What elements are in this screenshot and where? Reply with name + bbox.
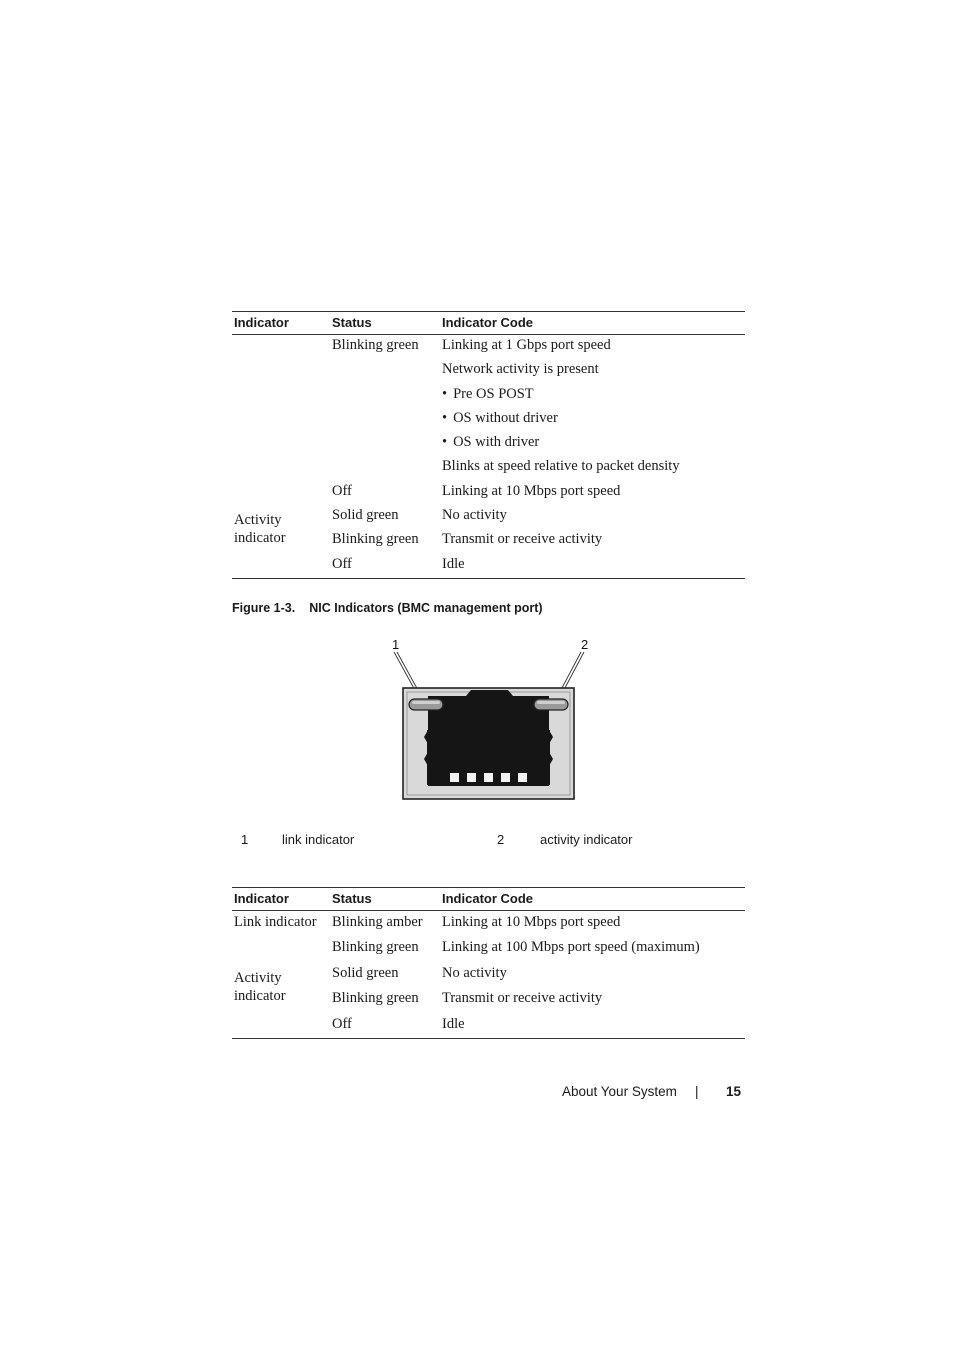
table-row	[232, 456, 745, 480]
cell-code: Linking at 10 Mbps port speed	[442, 482, 621, 499]
callout-2-number: 2	[581, 637, 589, 652]
table-row	[232, 1013, 745, 1039]
cell-status: Blinking green	[332, 939, 419, 956]
activity-indicator-led	[534, 699, 568, 710]
table-row	[232, 505, 745, 529]
nic-port-figure	[380, 630, 590, 810]
cell-status	[330, 456, 440, 480]
figure-title: NIC Indicators (BMC management port)	[309, 601, 543, 615]
table-header-row	[232, 888, 745, 911]
table-row	[232, 554, 745, 579]
cell-status: Solid green	[332, 964, 399, 981]
pin	[484, 773, 493, 782]
cell-indicator	[232, 384, 330, 408]
cell-code: Linking at 10 Mbps port speed	[442, 914, 621, 930]
cell-code-bullet: • OS with driver	[440, 432, 745, 456]
pin	[467, 773, 476, 782]
column-header-status: Status	[330, 888, 440, 911]
cell-status	[330, 359, 440, 383]
cell-code: Blinks at speed relative to packet density	[442, 458, 680, 475]
column-header-indicator: Indicator	[232, 312, 330, 335]
cell-indicator	[232, 554, 330, 579]
table-row	[232, 384, 745, 408]
cell-indicator	[232, 1013, 330, 1039]
cell-indicator	[232, 432, 330, 456]
cell-status	[330, 432, 440, 456]
cell-status	[330, 384, 440, 408]
table-row	[232, 359, 745, 383]
cell-status: Blinking amber	[332, 914, 423, 930]
legend-number-1: 1	[241, 832, 249, 847]
cell-indicator	[232, 456, 330, 480]
table-row	[232, 432, 745, 456]
pin	[518, 773, 527, 782]
table-row	[232, 936, 745, 961]
table-header-row	[232, 312, 745, 335]
cell-indicator	[232, 481, 330, 505]
indicator-table-1000base	[232, 311, 745, 579]
figure-caption	[232, 601, 543, 615]
column-header-indicator-code: Indicator Code	[440, 888, 745, 911]
cell-indicator: Link indicator	[234, 914, 317, 930]
legend-number-2: 2	[497, 832, 505, 847]
pin	[501, 773, 510, 782]
cell-status: Blinking green	[332, 337, 419, 353]
cell-status: Blinking green	[332, 531, 419, 548]
footer-section-title: About Your System	[562, 1084, 677, 1099]
figure-number: Figure 1-3.	[232, 601, 296, 615]
cell-code-bullet: • OS without driver	[440, 408, 745, 432]
cell-indicator	[232, 936, 330, 961]
cell-code: No activity	[442, 964, 507, 981]
footer-separator: |	[695, 1084, 699, 1099]
cell-indicator	[232, 408, 330, 432]
indicator-table-bmc	[232, 887, 745, 1039]
legend-label-1: link indicator	[282, 832, 355, 847]
cell-code: Transmit or receive activity	[442, 990, 603, 1007]
cell-code: Idle	[440, 554, 745, 579]
table-row	[232, 481, 745, 505]
table-body	[232, 911, 745, 1039]
cell-status: Off	[330, 554, 440, 579]
cell-indicator	[232, 359, 330, 383]
cell-code: No activity	[442, 507, 507, 524]
cell-status: Blinking green	[332, 990, 419, 1007]
cell-code: Linking at 100 Mbps port speed (maximum)	[442, 939, 700, 956]
column-header-indicator: Indicator	[232, 888, 330, 911]
table-body	[232, 335, 745, 579]
cell-status: Off	[330, 1013, 440, 1039]
cell-status	[330, 408, 440, 432]
cell-indicator: Activity indicator	[234, 970, 286, 1005]
table-row	[232, 962, 745, 987]
cell-code: Linking at 1 Gbps port speed	[442, 337, 611, 353]
cell-indicator: Activity indicator	[234, 512, 286, 547]
link-indicator-led	[409, 699, 443, 710]
page-number: 15	[726, 1084, 742, 1099]
cell-status: Solid green	[332, 507, 399, 524]
table-row	[232, 335, 745, 360]
pin	[450, 773, 459, 782]
cell-code: Transmit or receive activity	[442, 531, 603, 548]
callout-1-number: 1	[392, 637, 400, 652]
cell-indicator	[232, 335, 330, 360]
column-header-status: Status	[330, 312, 440, 335]
cell-code: Idle	[440, 1013, 745, 1039]
legend-label-2: activity indicator	[540, 832, 633, 847]
table-row	[232, 408, 745, 432]
cell-code: Network activity is present	[442, 361, 599, 378]
table-row	[232, 911, 745, 937]
column-header-indicator-code: Indicator Code	[440, 312, 745, 335]
cell-code-bullet: • Pre OS POST	[440, 384, 745, 408]
cell-status: Off	[332, 482, 352, 499]
